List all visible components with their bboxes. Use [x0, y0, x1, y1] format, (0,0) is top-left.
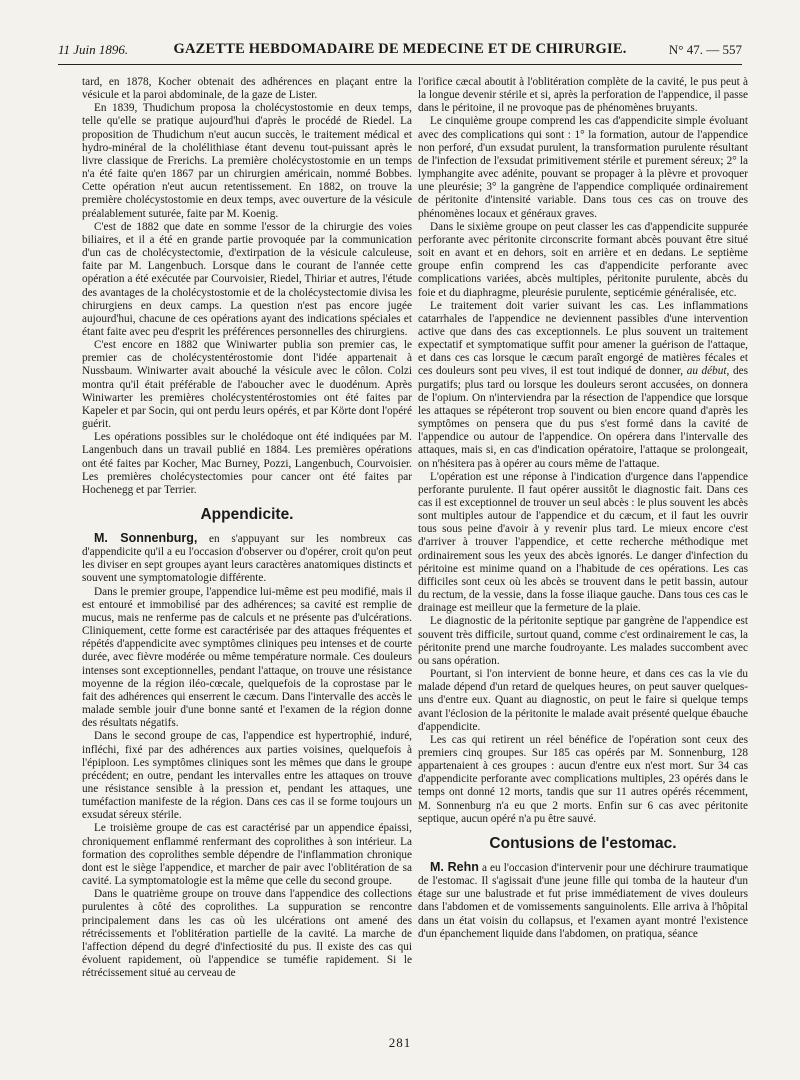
paragraph-with-emphasis [418, 300, 748, 471]
paragraph: Les cas qui retirent un réel bénéfice de l'opération sont ceux des premiers cinq groupes. Sur 185 cas opérés par M. Sonnenburg, 128 appartenaient à ces groupes : aucun d'entre eux n'est mort. Sur 34 cas d'appendicite perforante avec complications multiples, 23 opérés dans le temps ont donné 12 morts, tandis que sur 11 autres opérés récemment, M. Sonnenburg n'a eu que 2 morts. Enfin sur 6 cas avec péritonite septique, aucun opéré n'a pu être sauvé. [418, 733, 748, 825]
paragraph: Dans le second groupe de cas, l'appendice est hypertrophié, induré, infléchi, fixé par des adhérences aux parties voisines, quelquefois à l'épiploon. Les symptômes cliniques sont les mêmes que dans le groupe précédent; en outre, pendant les intervalles entre les attaques on trouve une résistance sensible à la pression et, pendant les attaques, une tuméfaction manifeste de la région. Dans ces cas il se forme toujours un exsudat séreux stérile. [82, 730, 412, 822]
paragraph-text: en s'appuyant sur les nombreux cas d'appendicite qu'il a eu l'occasion d'observer ou d'opérer, croit qu'on peut les diviser en sept groupes ayant leurs caractères anatomiques distincts et souvent une symptomatologie différente. [82, 533, 412, 585]
right-column [418, 76, 748, 941]
paragraph: C'est encore en 1882 que Winiwarter publia son premier cas, le premier cas de cholécystentérostomie dont l'idée appartenait à Nussbaum. Winiwarter avait abouché la vésicule avec le côlon. Colzi montra qu'il était préférable de l'aboucher avec le duodénum. Après Winiwarter les premières cholécystentérostomies ont été faites par Kapeler et par Socin, qui ont perdu leurs opérés, et par Körte dont l'opéré guérit. [82, 339, 412, 431]
left-column [82, 76, 412, 980]
paragraph: C'est de 1882 que date en somme l'essor de la chirurgie des voies biliaires, et il a été en grande partie provoquée par la communication d'un cas de cholécystectomie, d'extirpation de la vésicule calculeuse, faite par M. Langenbuch. Lorsque dans le courant de l'année cette opération a été exécutée par Courvoisier, Riedel, Thiriar et autres, l'étude des avantages de la cholécystostomie et de la cholécystectomie divisa les chirurgiens en deux camps. La question n'est pas encore jugée aujourd'hui, chacune de ces opérations ayant des indications spéciales et étant faite avec peu d'esprit les préférences personnelles des chirurgiens. [82, 220, 412, 338]
paragraph: l'orifice cæcal aboutit à l'oblitération complète de la cavité, le pus peut à la longue devenir stérile et si, après la perforation de l'appendice, il passe dans le péritoine, il ne provoque pas de phénomènes bruyants. [418, 76, 748, 115]
paragraph: Le troisième groupe de cas est caractérisé par un appendice épaissi, chroniquement enflammé renfermant des coprolithes à son intérieur. La formation des coprolithes semble dépendre de l'inflammation chronique dont est le siège l'appendice, et marcher de pair avec l'oblitération de sa cavité. La symptomatologie est la même que celle du second groupe. [82, 822, 412, 888]
emphasis-text: au début, [686, 365, 730, 378]
journal-title: GAZETTE HEBDOMADAIRE DE MEDECINE ET DE CHIRURGIE. [173, 41, 627, 57]
author-name: M. Sonnenburg, [94, 531, 198, 545]
paragraph-lead [418, 861, 748, 941]
paragraph: Dans le premier groupe, l'appendice lui-même est peu modifié, mais il est entouré et immobilisé par des adhérences; sa cavité est remplie de mucus, mais ne renferme pas de calculs et ne présente pas d'ulcérations. Cliniquement, cette forme est caractérisée par des attaques fréquentes et répétés d'appendicite avec symptômes cliniques peu intenses et de courte durée, avec fièvre modérée ou même température normale. Ces douleurs intenses sont exceptionnelles, pendant l'attaque, on trouve une résistance moyenne de la région iléo-cœcale, quelquefois de la coprostase par le fait des adhérences qui enserrent le cæcum. Dans l'intervalle des accès le malade semble jouir d'une bonne santé et l'examen de la région donne des résultats négatifs. [82, 585, 412, 730]
page-folio: 281 [388, 1035, 412, 1050]
author-name: M. Rehn [430, 859, 479, 874]
section-heading-appendicite: Appendicite. [200, 506, 294, 523]
paragraph: Les opérations possibles sur le cholédoque ont été indiquées par M. Langenbuch dans un travail publié en 1884. Les premières opérations ont été faites par Kocher, Mac Burney, Pozzi, Langenbuch, Courvoisier. Les premières cholécystectomies pour cancer ont été faites par Hochenegg et par Terrier. [82, 431, 412, 496]
paragraph-text: des purgatifs; plus tard ou lorsque les douleurs seront accusées, on donnera de l'opium. On n'interviendra par la résection de l'appendice que lorsque les attaques se répéteront trop souvent ou bien encore quand d'après les symptômes on pensera que du pus s'est formé dans la cavité de l'appendice ou autour de l'appendice. On opérera dans l'intervalle des attaques, mais si, en cas d'indication opératoire, l'attaque se prolongeait, on n'hésitera pas à opérer au cours même de l'attaque. [418, 365, 748, 470]
paragraph: Le cinquième groupe comprend les cas d'appendicite simple évoluant avec des complications qui sont : 1° la formation, autour de l'appendice non perforé, d'un exsudat purulent, la transformation purulente résultant de l'infection de l'exsudat primitivement stérile et purement séreux; 2° la lymphangite avec adénite, pouvant se propager à la plèvre et provoquer une pleurésie; 3° la gangrène de l'appendice compliquée ordinairement de péritonite d'intensité variable. Dans tous ces cas on trouve des phénomènes locaux et généraux graves. [418, 115, 748, 220]
paragraph: tard, en 1878, Kocher obtenait des adhérences en plaçant entre la vésicule et la paroi abdominale, de la gaze de Lister. [82, 76, 412, 102]
issue-page-number: N° 47. — 557 [668, 42, 742, 57]
section-heading-contusions: Contusions de l'estomac. [489, 834, 677, 852]
paragraph-text: a eu l'occasion d'intervenir pour une déchirure traumatique de l'estomac. Il s'agissait d'une jeune fille qui tomba de la hauteur d'un étage sur une balustrade et fut prise immédiatement de vives douleurs dans l'abdomen et de vomissements sanguinolents. Elle arriva à l'hôpital dans un état voisin du collapsus, et l'examen ayant montré l'existence d'un épanchement liquide dans l'abdomen, on pratiqua, séance [418, 861, 749, 940]
paragraph-lead [82, 532, 412, 586]
paragraph: Dans le quatrième groupe on trouve dans l'appendice des collections purulentes à côté des coprolithes. La suppuration se rencontre principalement dans les cas où les ulcérations ont amené des rétrécissements et l'oblitération partielle de la cavité. La marche de l'affection dépend du degré d'infectiosité du pus. Il existe des cas qui évoluent rapidement, où l'appendice se tuméfie rapidement. Si le rétrécissement situé au cerveau de [82, 888, 412, 980]
paragraph: Pourtant, si l'on intervient de bonne heure, et dans ces cas la vie du malade dépend d'un retard de quelques heures, on peut sauver quelques-uns d'entre eux. Quant au diagnostic, on peut le faire si quelque temps avant l'éclosion de la péritonite le malade avait présenté quelque ébauche d'appendicite. [418, 668, 748, 733]
issue-date: 11 Juin 1896. [58, 42, 129, 57]
paragraph: Le diagnostic de la péritonite septique par gangrène de l'appendice est souvent très difficile, surtout quand, comme c'est ordinairement le cas, la péritonite prend une marche foudroyante. Les malades succombent avec ou sans opération. [418, 615, 748, 667]
paragraph-text: Le traitement doit varier suivant les cas. Les inflammations catarrhales de l'appendice ne deviennent passibles d'une intervention active que dans des cas exceptionnels. Le plus souvent un traitement expectatif et symptomatique suffit pour amener la guérison de l'attaque, et dans ces cas lorsque le cæcum paraît engorgé de matières fécales et ces douleurs sont peu vives, il est tout indiqué de donner, [418, 299, 748, 378]
paragraph: En 1839, Thudichum proposa la cholécystostomie en deux temps, telle qu'elle se pratique aujourd'hui d'après le procédé de Riedel. La proposition de Thudichum n'eut aucun succès, le traitement médical et hydro-minéral de la cholélithiase étant devenu tout-puissant après le livre classique de Frerichs. La première cholécystostomie en un temps n'a été faite qu'en 1867 par un chirurgien américain, nommé Bobbes. Cette opération n'eut aucun retentissement. En 1882, on trouve la première cholécystostomie en deux temps, avec ouverture de la vésicule préalablement suturée, faite par M. Koenig. [82, 102, 412, 220]
paragraph: Dans le sixième groupe on peut classer les cas d'appendicite suppurée perforante avec péritonite circonscrite formant abcès pouvant être situé soit en avant et en dehors, soit en arrière et en dedans. Le septième groupe enfin comprend les cas d'appendicite perforante avec complications variées, abcès multiples, péritonite purulente, abcès du foie et du diaphragme, pleurésie purulente, septicémie généralisée, etc. [418, 220, 748, 299]
paragraph: L'opération est une réponse à l'indication d'urgence dans l'appendice perforante purulente. Il faut opérer aussitôt le diagnostic fait. Dans ces cas il est exceptionnel de trouver un seul abcès : le plus souvent les abcès sont multiples autour de l'appendice et du cæcum, et il faut les ouvrir tous sous peine d'avoir à y revenir plus tard. Le mieux encore c'est d'arriver à trouver l'appendice, et cette recherche méthodique met ordinairement sous les yeux des abcès ignorés. Le danger d'infection du péritoine est minime quand on a l'habitude de ces opérations. Les cas difficiles sont ceux où les abcès se trouvent dans le petit bassin, autour du rectum, de la vessie, dans la fosse iliaque gauche. Dans tous ces cas le drainage est meilleur que la fermeture de la plaie. [418, 470, 748, 615]
running-header [58, 40, 742, 65]
